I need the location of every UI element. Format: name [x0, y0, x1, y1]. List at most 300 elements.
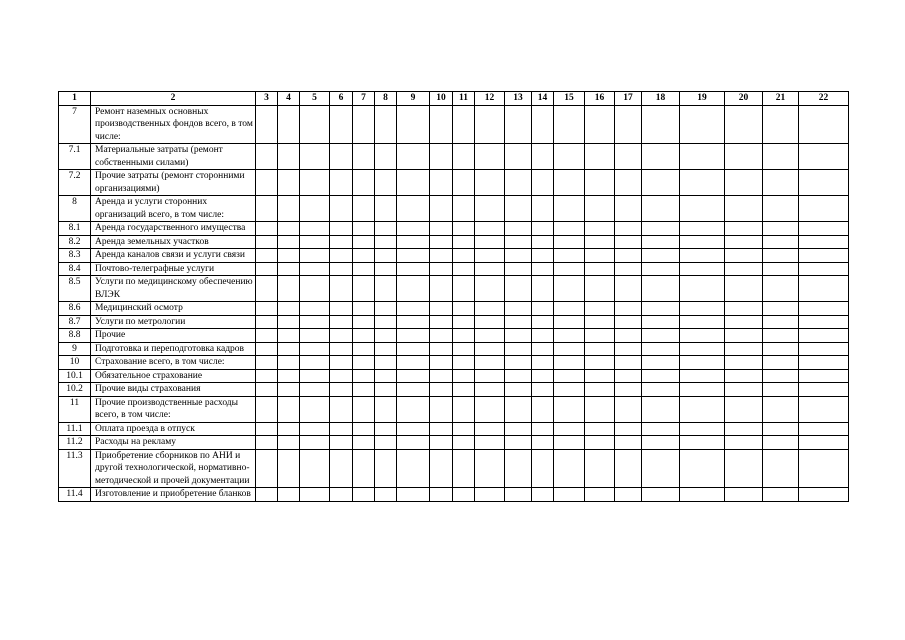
data-cell — [453, 144, 475, 170]
data-cell — [330, 315, 353, 329]
data-cell — [256, 249, 278, 263]
table-row — [59, 342, 849, 356]
data-cell — [330, 144, 353, 170]
row-number: 11.4 — [59, 488, 91, 502]
row-label: Прочие производственные расходы всего, в том числе: — [91, 396, 256, 422]
row-number: 8.8 — [59, 329, 91, 343]
data-cell — [375, 170, 397, 196]
data-cell — [430, 196, 453, 222]
column-header: 12 — [475, 92, 505, 106]
data-cell — [330, 222, 353, 236]
data-cell — [554, 144, 585, 170]
data-cell — [799, 396, 849, 422]
table-row — [59, 196, 849, 222]
data-cell — [256, 196, 278, 222]
data-cell — [532, 262, 554, 276]
row-number: 10.1 — [59, 369, 91, 383]
data-cell — [532, 383, 554, 397]
row-number: 8.5 — [59, 276, 91, 302]
data-cell — [680, 276, 725, 302]
data-cell — [375, 383, 397, 397]
data-cell — [300, 170, 330, 196]
data-cell — [763, 249, 799, 263]
data-cell — [375, 302, 397, 316]
data-cell — [680, 342, 725, 356]
data-cell — [554, 105, 585, 144]
column-header: 18 — [642, 92, 680, 106]
data-cell — [430, 249, 453, 263]
data-cell — [278, 396, 300, 422]
data-cell — [554, 436, 585, 450]
table-row — [59, 383, 849, 397]
data-cell — [353, 315, 375, 329]
data-cell — [278, 276, 300, 302]
data-cell — [585, 369, 615, 383]
data-cell — [300, 249, 330, 263]
data-cell — [475, 329, 505, 343]
data-cell — [278, 488, 300, 502]
data-cell — [554, 422, 585, 436]
data-cell — [532, 449, 554, 488]
data-cell — [680, 449, 725, 488]
data-cell — [505, 262, 532, 276]
column-header: 21 — [763, 92, 799, 106]
column-header: 16 — [585, 92, 615, 106]
table-row — [59, 144, 849, 170]
data-cell — [353, 342, 375, 356]
data-cell — [799, 356, 849, 370]
data-cell — [278, 249, 300, 263]
data-cell — [554, 315, 585, 329]
table-row — [59, 262, 849, 276]
data-cell — [615, 170, 642, 196]
data-cell — [397, 356, 430, 370]
data-cell — [430, 369, 453, 383]
data-cell — [799, 383, 849, 397]
data-cell — [430, 396, 453, 422]
data-cell — [642, 396, 680, 422]
data-cell — [799, 488, 849, 502]
data-cell — [375, 369, 397, 383]
data-cell — [505, 222, 532, 236]
data-cell — [642, 356, 680, 370]
data-cell — [680, 222, 725, 236]
data-cell — [532, 249, 554, 263]
data-cell — [353, 488, 375, 502]
data-cell — [505, 356, 532, 370]
data-cell — [475, 249, 505, 263]
data-cell — [330, 488, 353, 502]
data-cell — [430, 422, 453, 436]
data-cell — [330, 235, 353, 249]
data-cell — [615, 249, 642, 263]
data-cell — [430, 276, 453, 302]
data-cell — [554, 170, 585, 196]
data-cell — [680, 356, 725, 370]
data-cell — [680, 235, 725, 249]
table-row — [59, 422, 849, 436]
data-cell — [532, 196, 554, 222]
data-cell — [725, 436, 763, 450]
data-cell — [330, 249, 353, 263]
data-cell — [763, 144, 799, 170]
data-cell — [615, 369, 642, 383]
data-cell — [330, 436, 353, 450]
data-cell — [353, 369, 375, 383]
data-cell — [375, 249, 397, 263]
data-cell — [680, 369, 725, 383]
data-cell — [453, 235, 475, 249]
data-cell — [256, 422, 278, 436]
column-header: 17 — [615, 92, 642, 106]
data-cell — [585, 235, 615, 249]
row-label: Обязательное страхование — [91, 369, 256, 383]
data-cell — [680, 396, 725, 422]
data-cell — [725, 369, 763, 383]
data-cell — [397, 369, 430, 383]
data-cell — [615, 105, 642, 144]
data-cell — [763, 262, 799, 276]
data-cell — [300, 329, 330, 343]
data-cell — [278, 329, 300, 343]
data-cell — [532, 235, 554, 249]
data-cell — [430, 222, 453, 236]
data-cell — [453, 196, 475, 222]
data-cell — [585, 170, 615, 196]
data-cell — [475, 144, 505, 170]
data-cell — [475, 396, 505, 422]
data-cell — [763, 396, 799, 422]
data-cell — [585, 144, 615, 170]
data-cell — [353, 436, 375, 450]
data-cell — [680, 144, 725, 170]
column-header: 10 — [430, 92, 453, 106]
data-cell — [680, 170, 725, 196]
data-cell — [642, 449, 680, 488]
data-cell — [615, 422, 642, 436]
data-cell — [278, 449, 300, 488]
data-cell — [278, 196, 300, 222]
data-cell — [680, 249, 725, 263]
data-cell — [763, 222, 799, 236]
data-cell — [505, 170, 532, 196]
data-cell — [375, 196, 397, 222]
table-row — [59, 235, 849, 249]
data-cell — [554, 356, 585, 370]
data-cell — [585, 383, 615, 397]
data-cell — [397, 422, 430, 436]
table-row — [59, 488, 849, 502]
data-cell — [554, 196, 585, 222]
row-label: Ремонт наземных основных производственных фондов всего, в том числе: — [91, 105, 256, 144]
data-cell — [256, 222, 278, 236]
data-cell — [763, 276, 799, 302]
data-cell — [585, 436, 615, 450]
data-cell — [375, 276, 397, 302]
data-cell — [680, 488, 725, 502]
column-header: 2 — [91, 92, 256, 106]
data-cell — [725, 383, 763, 397]
table-row — [59, 302, 849, 316]
data-cell — [430, 449, 453, 488]
data-cell — [256, 488, 278, 502]
data-cell — [353, 170, 375, 196]
data-cell — [330, 302, 353, 316]
data-cell — [799, 262, 849, 276]
data-cell — [430, 315, 453, 329]
data-cell — [554, 369, 585, 383]
data-cell — [278, 105, 300, 144]
data-cell — [453, 302, 475, 316]
data-cell — [475, 235, 505, 249]
data-cell — [554, 342, 585, 356]
data-cell — [763, 170, 799, 196]
data-cell — [453, 356, 475, 370]
data-cell — [397, 488, 430, 502]
data-cell — [256, 302, 278, 316]
data-cell — [554, 383, 585, 397]
data-cell — [300, 436, 330, 450]
data-cell — [430, 302, 453, 316]
data-cell — [256, 436, 278, 450]
data-cell — [505, 342, 532, 356]
data-cell — [725, 488, 763, 502]
data-cell — [532, 222, 554, 236]
data-cell — [475, 342, 505, 356]
data-cell — [397, 449, 430, 488]
data-cell — [256, 276, 278, 302]
data-cell — [505, 488, 532, 502]
data-cell — [353, 222, 375, 236]
data-cell — [256, 329, 278, 343]
row-number: 8.4 — [59, 262, 91, 276]
row-number: 10.2 — [59, 383, 91, 397]
column-number-row — [59, 92, 849, 106]
data-cell — [505, 302, 532, 316]
data-cell — [642, 222, 680, 236]
table-row — [59, 276, 849, 302]
column-header: 6 — [330, 92, 353, 106]
column-header: 3 — [256, 92, 278, 106]
data-cell — [799, 222, 849, 236]
data-cell — [453, 449, 475, 488]
data-cell — [453, 222, 475, 236]
data-cell — [642, 329, 680, 343]
data-cell — [278, 315, 300, 329]
table-row — [59, 449, 849, 488]
row-label: Приобретение сборников по АНИ и другой технологической, нормативно-методической и прочей документации — [91, 449, 256, 488]
data-cell — [397, 329, 430, 343]
data-cell — [763, 315, 799, 329]
data-cell — [532, 105, 554, 144]
data-cell — [453, 436, 475, 450]
data-cell — [615, 356, 642, 370]
data-cell — [554, 329, 585, 343]
row-label: Расходы на рекламу — [91, 436, 256, 450]
row-label: Подготовка и переподготовка кадров — [91, 342, 256, 356]
data-cell — [475, 436, 505, 450]
data-cell — [680, 422, 725, 436]
row-label: Материальные затраты (ремонт собственными силами) — [91, 144, 256, 170]
data-cell — [300, 369, 330, 383]
data-cell — [554, 302, 585, 316]
data-cell — [397, 249, 430, 263]
data-cell — [330, 170, 353, 196]
data-cell — [278, 170, 300, 196]
data-cell — [642, 436, 680, 450]
data-cell — [353, 302, 375, 316]
data-cell — [763, 422, 799, 436]
data-cell — [585, 302, 615, 316]
data-cell — [330, 196, 353, 222]
row-number: 8.2 — [59, 235, 91, 249]
data-cell — [532, 276, 554, 302]
data-cell — [430, 144, 453, 170]
data-cell — [300, 488, 330, 502]
column-header: 14 — [532, 92, 554, 106]
data-cell — [256, 105, 278, 144]
table-row — [59, 170, 849, 196]
data-cell — [725, 422, 763, 436]
data-cell — [278, 383, 300, 397]
data-cell — [397, 235, 430, 249]
data-cell — [330, 342, 353, 356]
data-cell — [453, 249, 475, 263]
data-cell — [585, 262, 615, 276]
data-cell — [430, 356, 453, 370]
data-cell — [475, 302, 505, 316]
data-cell — [256, 356, 278, 370]
data-cell — [585, 105, 615, 144]
data-cell — [256, 396, 278, 422]
data-cell — [799, 329, 849, 343]
data-cell — [397, 222, 430, 236]
data-cell — [475, 262, 505, 276]
column-header: 8 — [375, 92, 397, 106]
data-cell — [375, 422, 397, 436]
column-header: 4 — [278, 92, 300, 106]
data-cell — [278, 436, 300, 450]
data-cell — [353, 422, 375, 436]
data-cell — [278, 235, 300, 249]
data-cell — [642, 302, 680, 316]
data-cell — [430, 488, 453, 502]
data-cell — [475, 196, 505, 222]
data-cell — [375, 315, 397, 329]
data-cell — [256, 342, 278, 356]
data-cell — [799, 436, 849, 450]
data-cell — [505, 315, 532, 329]
data-cell — [725, 449, 763, 488]
data-cell — [585, 249, 615, 263]
data-cell — [453, 396, 475, 422]
data-cell — [330, 383, 353, 397]
table-row — [59, 436, 849, 450]
data-cell — [453, 315, 475, 329]
data-cell — [330, 276, 353, 302]
data-cell — [725, 276, 763, 302]
data-cell — [505, 144, 532, 170]
data-cell — [532, 369, 554, 383]
data-cell — [475, 222, 505, 236]
data-cell — [300, 105, 330, 144]
data-cell — [256, 315, 278, 329]
data-cell — [397, 315, 430, 329]
data-cell — [330, 449, 353, 488]
data-cell — [725, 222, 763, 236]
data-cell — [300, 302, 330, 316]
data-cell — [763, 235, 799, 249]
data-cell — [532, 488, 554, 502]
row-number: 11.2 — [59, 436, 91, 450]
data-cell — [680, 383, 725, 397]
row-label: Услуги по метрологии — [91, 315, 256, 329]
data-cell — [554, 396, 585, 422]
data-cell — [532, 436, 554, 450]
data-cell — [680, 262, 725, 276]
data-cell — [615, 235, 642, 249]
data-cell — [453, 105, 475, 144]
data-cell — [397, 302, 430, 316]
data-cell — [375, 436, 397, 450]
data-cell — [532, 144, 554, 170]
data-cell — [300, 356, 330, 370]
data-cell — [615, 196, 642, 222]
row-label: Услуги по медицинскому обеспечению ВЛЭК — [91, 276, 256, 302]
data-cell — [505, 196, 532, 222]
row-label: Оплата проезда в отпуск — [91, 422, 256, 436]
row-number: 11.3 — [59, 449, 91, 488]
data-cell — [799, 276, 849, 302]
data-cell — [375, 235, 397, 249]
column-header: 15 — [554, 92, 585, 106]
data-cell — [585, 356, 615, 370]
data-cell — [375, 488, 397, 502]
data-cell — [615, 315, 642, 329]
data-cell — [554, 488, 585, 502]
data-cell — [680, 329, 725, 343]
data-cell — [615, 262, 642, 276]
data-cell — [475, 356, 505, 370]
table-row — [59, 105, 849, 144]
data-cell — [585, 196, 615, 222]
data-cell — [615, 222, 642, 236]
data-cell — [799, 369, 849, 383]
data-cell — [763, 369, 799, 383]
data-cell — [799, 249, 849, 263]
table-row — [59, 356, 849, 370]
row-label: Аренда государственного имущества — [91, 222, 256, 236]
data-cell — [799, 196, 849, 222]
data-cell — [278, 222, 300, 236]
row-label: Аренда и услуги сторонних организаций всего, в том числе: — [91, 196, 256, 222]
data-cell — [585, 488, 615, 502]
data-cell — [585, 222, 615, 236]
data-cell — [256, 449, 278, 488]
data-cell — [505, 422, 532, 436]
data-cell — [353, 196, 375, 222]
data-cell — [585, 396, 615, 422]
data-cell — [763, 302, 799, 316]
data-cell — [554, 222, 585, 236]
data-cell — [725, 235, 763, 249]
data-cell — [642, 105, 680, 144]
data-cell — [505, 329, 532, 343]
data-cell — [430, 329, 453, 343]
data-cell — [278, 422, 300, 436]
data-cell — [799, 302, 849, 316]
row-number: 8.7 — [59, 315, 91, 329]
